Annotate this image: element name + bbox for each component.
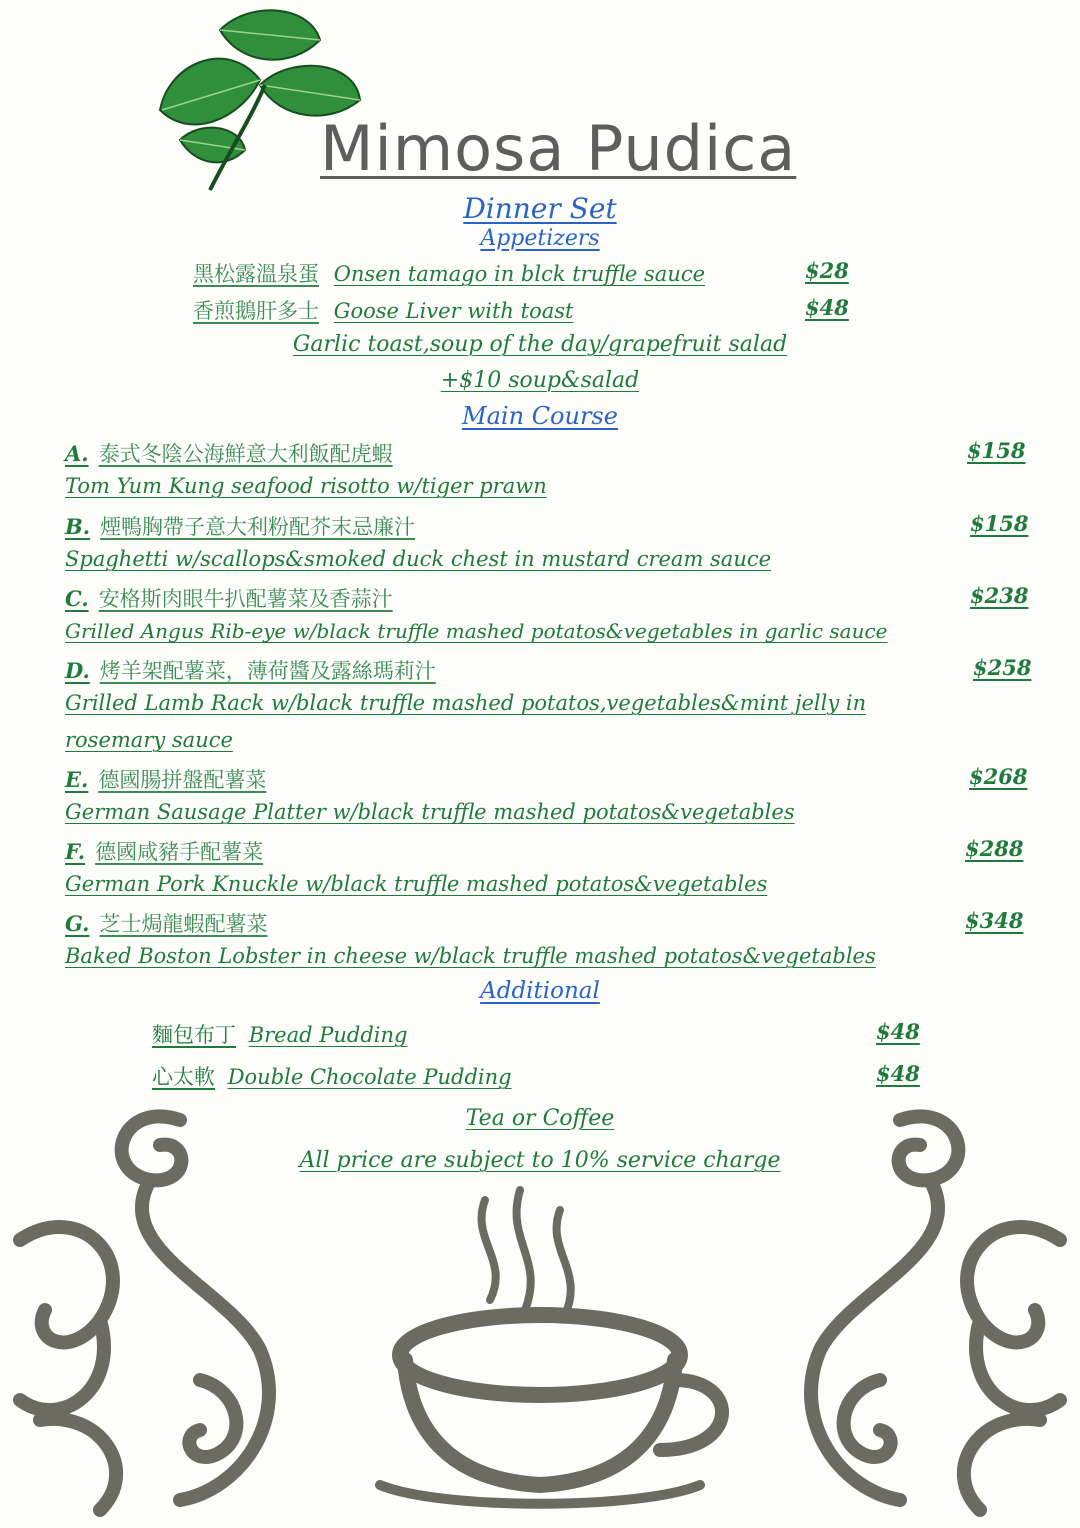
swirl-right-icon bbox=[750, 1090, 1080, 1520]
addon-line: +$10 soup&salad bbox=[440, 368, 640, 393]
menu-subtitle: Dinner Set bbox=[463, 192, 617, 225]
appetizer-zh: 黑松露溫泉蛋 bbox=[193, 262, 319, 286]
service-charge-note: All price are subject to 10% service charge bbox=[299, 1148, 781, 1173]
item-zh: 德國咸豬手配薯菜 bbox=[95, 840, 264, 864]
item-en: Grilled Lamb Rack w/black truffle mashed potatos,vegetables&mint jelly in bbox=[65, 691, 867, 715]
additional-item bbox=[152, 1061, 512, 1091]
item-price: $158 bbox=[970, 511, 1029, 536]
item-zh: 德國腸拼盤配薯菜 bbox=[98, 768, 267, 792]
item-letter: B. bbox=[65, 514, 91, 539]
appetizer-item bbox=[193, 295, 573, 325]
item-price: $158 bbox=[967, 438, 1026, 463]
item-letter: E. bbox=[65, 767, 89, 792]
appetizer-zh: 香煎鵝肝多士 bbox=[193, 299, 319, 323]
section-main-course: Main Course bbox=[462, 402, 618, 430]
appetizer-price: $48 bbox=[805, 295, 849, 320]
additional-en: Bread Pudding bbox=[248, 1023, 408, 1047]
main-item-a bbox=[65, 438, 393, 468]
main-item-g bbox=[65, 908, 268, 938]
additional-en: Double Chocolate Pudding bbox=[227, 1065, 512, 1089]
item-price: $238 bbox=[970, 583, 1029, 608]
item-en: Baked Boston Lobster in cheese w/black truffle mashed potatos&vegetables bbox=[65, 944, 876, 968]
item-zh: 煙鴨胸帶子意大利粉配芥末忌廉汁 bbox=[100, 515, 416, 539]
swirl-left-icon bbox=[0, 1090, 330, 1520]
coffee-cup-icon bbox=[320, 1180, 780, 1520]
item-en: Tom Yum Kung seafood risotto w/tiger prawn bbox=[65, 474, 547, 498]
item-zh: 安格斯肉眼牛扒配薯菜及香蒜汁 bbox=[98, 587, 393, 611]
additional-price: $48 bbox=[876, 1061, 920, 1086]
section-appetizers: Appetizers bbox=[480, 226, 600, 251]
item-en: Grilled Angus Rib-eye w/black truffle mashed potatos&vegetables in garlic sauce bbox=[65, 619, 888, 643]
appetizer-en: Onsen tamago in blck truffle sauce bbox=[333, 262, 706, 286]
item-letter: A. bbox=[65, 441, 89, 466]
additional-price: $48 bbox=[876, 1019, 920, 1044]
additional-zh: 麵包布丁 bbox=[152, 1023, 236, 1047]
main-item-f bbox=[65, 836, 263, 866]
item-letter: F. bbox=[65, 839, 86, 864]
item-en: German Sausage Platter w/black truffle mashed potatos&vegetables bbox=[65, 800, 795, 824]
sides-line: Garlic toast,soup of the day/grapefruit salad bbox=[292, 332, 788, 357]
item-en: Spaghetti w/scallops&smoked duck chest in mustard cream sauce bbox=[65, 547, 772, 571]
item-price: $288 bbox=[965, 836, 1024, 861]
main-item-e bbox=[65, 764, 266, 794]
main-item-b bbox=[65, 511, 415, 541]
item-letter: D. bbox=[65, 658, 90, 683]
additional-zh: 心太軟 bbox=[152, 1065, 215, 1089]
item-zh: 烤羊架配薯菜，薄荷醬及露絲瑪莉汁 bbox=[99, 659, 436, 683]
item-zh: 泰式冬陰公海鮮意大利飯配虎蝦 bbox=[98, 442, 393, 466]
restaurant-title: Mimosa Pudica bbox=[320, 112, 797, 185]
appetizer-item bbox=[193, 258, 705, 288]
item-price: $258 bbox=[973, 655, 1032, 680]
appetizer-price: $28 bbox=[805, 258, 849, 283]
main-item-d bbox=[65, 655, 436, 685]
item-en-continued: rosemary sauce bbox=[65, 728, 233, 752]
additional-item bbox=[152, 1019, 407, 1049]
item-zh: 芝士焗龍蝦配薯菜 bbox=[99, 912, 268, 936]
item-letter: G. bbox=[65, 911, 90, 936]
appetizer-en: Goose Liver with toast bbox=[333, 299, 574, 323]
item-en: German Pork Knuckle w/black truffle mashed potatos&vegetables bbox=[65, 872, 768, 896]
item-price: $268 bbox=[969, 764, 1028, 789]
drinks-line: Tea or Coffee bbox=[465, 1106, 615, 1131]
item-price: $348 bbox=[965, 908, 1024, 933]
main-item-c bbox=[65, 583, 393, 613]
section-additional: Additional bbox=[480, 978, 600, 1004]
item-letter: C. bbox=[65, 586, 89, 611]
